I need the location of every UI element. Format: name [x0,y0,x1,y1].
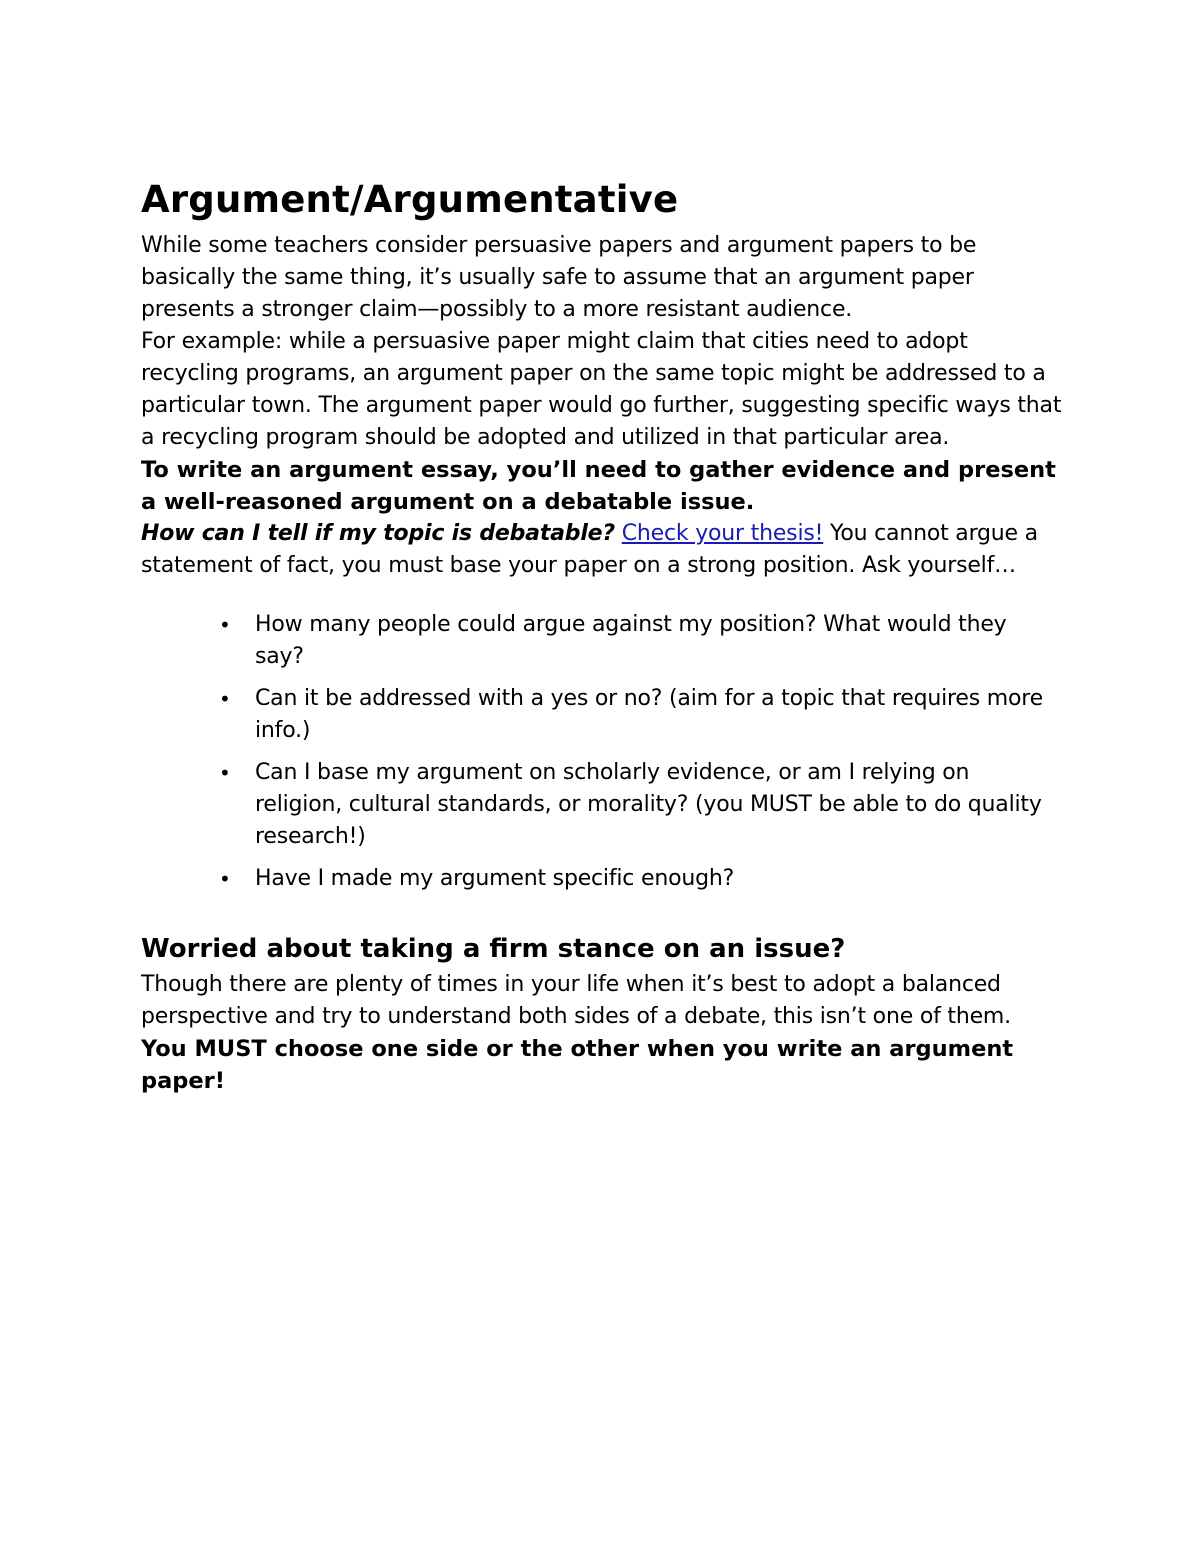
instruction-paragraph: To write an argument essay, you’ll need to gather evidence and present a well-reasoned argument on a debatable issue. [141,457,1056,515]
question-list [141,609,1066,895]
list-item-text: How many people could argue against my position? What would they say? [255,612,1007,669]
list-item [219,609,1055,673]
document-page [141,170,1066,1097]
question-prompt: How can I tell if my topic is debatable? [141,521,615,546]
list-item [219,757,1055,853]
list-item-text: Can I base my argument on scholarly evidence, or am I relying on religion, cultural standards, or morality? (you MUST be able to do quality research!) [255,760,1042,849]
question-rest: You cannot argue a statement of fact, you must base your paper on a strong position. Ask yourself… [141,521,1038,578]
example-paragraph: For example: while a persuasive paper might claim that cities need to adopt recycling programs, an argument paper on the same topic might be addressed to a particular town. The argument paper would go further, suggesting specific ways that a recycling program should be adopted and utilized in that particular area. [141,329,1062,450]
list-item-text: Can it be addressed with a yes or no? (aim for a topic that requires more info.) [255,686,1043,743]
check-thesis-link[interactable]: Check your thesis! [621,521,824,546]
bullet-icon: • [219,867,231,891]
list-item [219,863,1055,895]
debatable-question-paragraph [141,518,1066,582]
bullet-icon: • [219,613,231,637]
section-subheading: Worried about taking a firm stance on an issue? [141,934,846,964]
conclusion-paragraph: You MUST choose one side or the other when you write an argument paper! [141,1036,1014,1094]
list-item [219,683,1055,747]
bullet-icon: • [219,687,231,711]
page-title: Argument/Argumentative [141,178,679,221]
intro-paragraph: While some teachers consider persuasive papers and argument papers to be basically the same thing, it’s usually safe to assume that an argument paper presents a stronger claim—possibly to a more resistant audience. [141,233,977,322]
balanced-paragraph: Though there are plenty of times in your life when it’s best to adopt a balanced perspective and try to understand both sides of a debate, this isn’t one of them. [141,972,1011,1029]
bullet-icon: • [219,761,231,785]
list-item-text: Have I made my argument specific enough? [255,866,735,891]
